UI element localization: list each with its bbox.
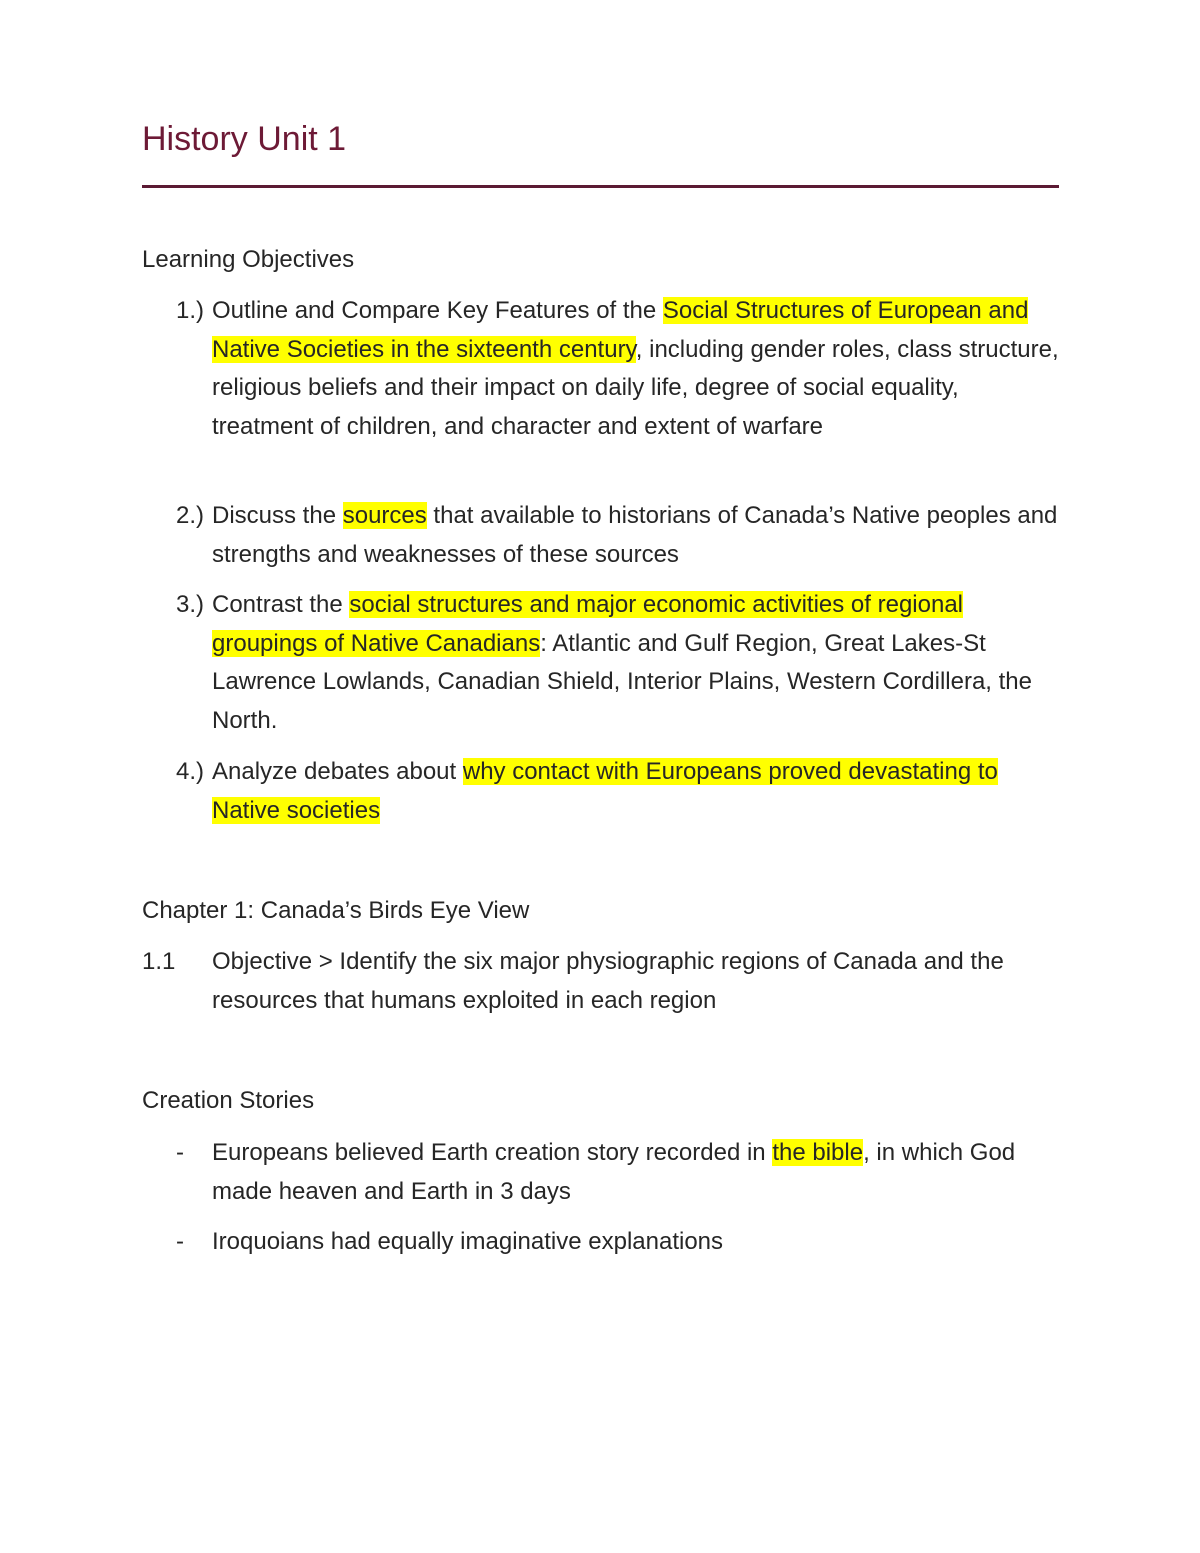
chapter-objective-item xyxy=(142,943,1059,1020)
text-run: Iroquoians had equally imaginative explanations xyxy=(212,1228,724,1255)
objectives-heading: Learning Objectives xyxy=(142,246,355,273)
text-run: Europeans believed Earth creation story recorded in xyxy=(212,1139,773,1166)
objective-number-4: 4.) xyxy=(176,758,205,785)
chapter-objective-number: 1.1 xyxy=(142,948,176,975)
objective-text-1 xyxy=(212,292,1059,446)
text-run: Outline and Compare Key Features of the xyxy=(212,297,663,324)
creation-text-1 xyxy=(212,1134,1059,1211)
objective-number-2: 2.) xyxy=(176,502,205,529)
bullet-dash: - xyxy=(176,1139,184,1166)
text-run: Objective > Identify the six major physiographic regions of Canada and the resources that humans exploited in each region xyxy=(212,948,1004,1014)
creation-bullet-1 xyxy=(142,1134,1059,1211)
creation-heading: Creation Stories xyxy=(142,1087,315,1114)
text-run: Analyze debates about xyxy=(212,758,463,785)
chapter-heading: Chapter 1: Canada’s Birds Eye View xyxy=(142,897,530,924)
text-run: that available to historians of Canada’s Native peoples and strengths and weaknesses of these sources xyxy=(212,502,1058,568)
objective-number-3: 3.) xyxy=(176,591,205,618)
text-run: , including gender roles, class structure, religious beliefs and their impact on daily life, degree of social equality, treatment of children, and character and extent of warfare xyxy=(212,335,1059,440)
text-run: , in which God made heaven and Earth in 3 days xyxy=(212,1139,1016,1205)
text-run: Contrast the xyxy=(212,591,350,618)
objective-text-3 xyxy=(212,586,1059,740)
objective-item-4 xyxy=(142,753,1059,830)
objective-text-2 xyxy=(212,497,1059,574)
highlighted-text: social structures and major economic activities of regional groupings of Native Canadians xyxy=(212,591,964,657)
highlighted-text: the bible xyxy=(772,1139,864,1166)
objective-number-1: 1.) xyxy=(176,297,205,324)
document-title: History Unit 1 xyxy=(142,120,347,158)
text-run: : Atlantic and Gulf Region, Great Lakes-St Lawrence Lowlands, Canadian Shield, Interior Plains, Western Cordillera, the North. xyxy=(212,629,1032,734)
creation-text-2 xyxy=(212,1223,1059,1262)
objective-text-4 xyxy=(212,753,1059,830)
objective-item-2 xyxy=(142,497,1059,574)
chapter-objective-text xyxy=(212,943,1059,1020)
title-divider xyxy=(142,185,1059,188)
text-run: Discuss the xyxy=(212,502,343,529)
highlighted-text: Social Structures of European and Native Societies in the sixteenth century xyxy=(212,297,1029,363)
creation-bullet-2 xyxy=(142,1223,1059,1262)
objective-item-3 xyxy=(142,586,1059,740)
highlighted-text: why contact with Europeans proved devastating to Native societies xyxy=(212,758,998,824)
objective-item-1 xyxy=(142,292,1059,446)
bullet-dash: - xyxy=(176,1228,184,1255)
highlighted-text: sources xyxy=(342,502,427,529)
